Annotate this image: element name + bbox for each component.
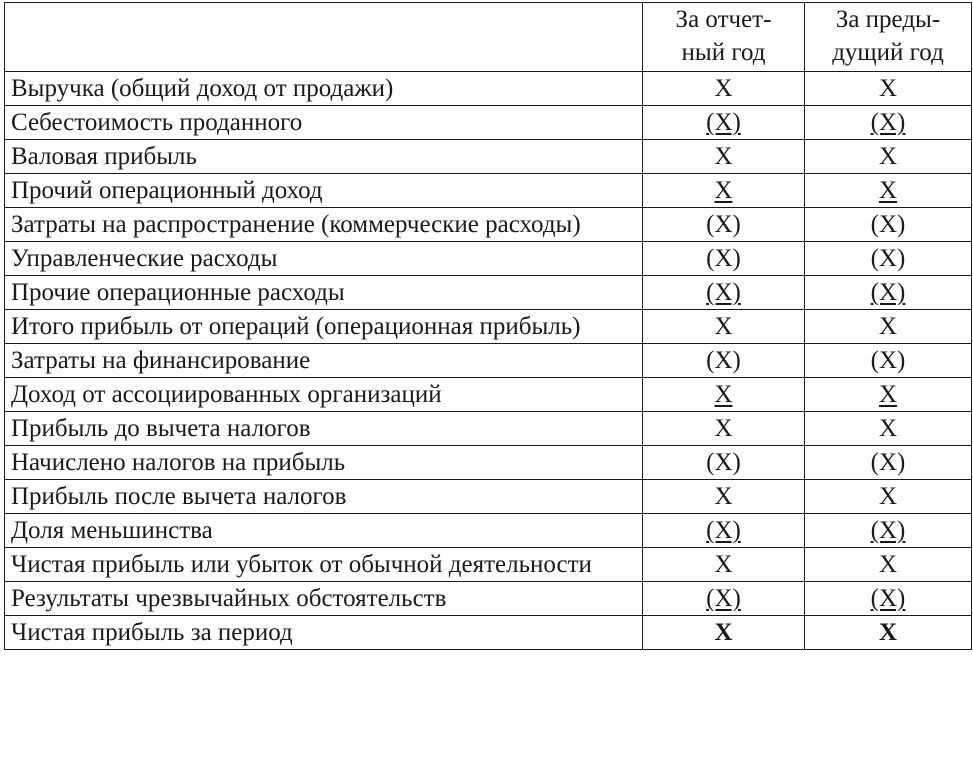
row-label: Затраты на распространение (коммерческие расходы) [5, 208, 643, 242]
row-value-current [643, 208, 805, 242]
row-value-previous [805, 582, 972, 616]
table-row [5, 174, 972, 208]
value-text: X [714, 483, 733, 510]
row-value-previous [805, 208, 972, 242]
table-header [5, 3, 972, 72]
table-row [5, 514, 972, 548]
row-value-previous [805, 106, 972, 140]
header-item [5, 3, 643, 72]
value-text: X [878, 551, 898, 578]
table-row [5, 276, 972, 310]
row-value-current [643, 480, 805, 514]
row-label: Прибыль до вычета налогов [5, 412, 643, 446]
header-current-line-2: ный год [681, 39, 766, 66]
table-row [5, 412, 972, 446]
row-value-previous [805, 548, 972, 582]
income-statement-table [4, 2, 972, 650]
row-value-current [643, 616, 805, 650]
header-current-period [643, 3, 805, 72]
row-value-current [643, 344, 805, 378]
value-text: X [878, 415, 898, 442]
value-text: X [714, 619, 733, 646]
row-label: Итого прибыль от операций (операционная прибыль) [5, 310, 643, 344]
row-value-previous [805, 514, 972, 548]
row-value-current [643, 140, 805, 174]
row-label: Чистая прибыль за период [5, 616, 643, 650]
row-value-previous [805, 344, 972, 378]
header-current-line-1: За отчет- [675, 6, 772, 33]
table-row [5, 480, 972, 514]
table-row [5, 140, 972, 174]
value-text: X [714, 143, 733, 170]
value-text: (X) [870, 109, 906, 136]
value-text: X [714, 177, 733, 204]
row-label: Себестоимость проданного [5, 106, 643, 140]
value-text: (X) [870, 585, 906, 612]
value-text: X [878, 143, 898, 170]
row-value-current [643, 72, 805, 106]
value-text: (X) [706, 517, 741, 544]
row-value-current [643, 378, 805, 412]
row-value-previous [805, 276, 972, 310]
header-previous-line-1: За преды- [835, 6, 941, 33]
value-text: X [878, 619, 898, 646]
row-value-previous [805, 412, 972, 446]
row-value-current [643, 106, 805, 140]
row-value-current [643, 582, 805, 616]
row-value-previous [805, 378, 972, 412]
row-value-current [643, 446, 805, 480]
row-value-current [643, 548, 805, 582]
value-text: (X) [706, 279, 741, 306]
row-value-current [643, 276, 805, 310]
value-text: (X) [870, 245, 906, 272]
table-row [5, 616, 972, 650]
row-value-previous [805, 242, 972, 276]
value-text: X [878, 75, 898, 102]
value-text: (X) [870, 279, 906, 306]
row-label: Результаты чрезвычайных обстоятельств [5, 582, 643, 616]
row-label: Затраты на финансирование [5, 344, 643, 378]
table-row [5, 106, 972, 140]
row-label: Управленческие расходы [5, 242, 643, 276]
table-row [5, 446, 972, 480]
row-value-previous [805, 72, 972, 106]
row-value-previous [805, 174, 972, 208]
table-row [5, 548, 972, 582]
row-value-previous [805, 140, 972, 174]
value-text: (X) [870, 211, 906, 238]
table-row [5, 344, 972, 378]
value-text: X [878, 483, 898, 510]
value-text: (X) [706, 585, 741, 612]
row-label: Валовая прибыль [5, 140, 643, 174]
value-text: X [878, 177, 898, 204]
row-label: Выручка (общий доход от продажи) [5, 72, 643, 106]
table-row [5, 208, 972, 242]
row-label: Прибыль после вычета налогов [5, 480, 643, 514]
row-label: Прочий операционный доход [5, 174, 643, 208]
row-label: Чистая прибыль или убыток от обычной деятельности [5, 548, 643, 582]
value-text: (X) [870, 347, 906, 374]
row-value-current [643, 310, 805, 344]
value-text: (X) [706, 109, 741, 136]
row-value-current [643, 514, 805, 548]
table-body [5, 72, 972, 650]
value-text: (X) [706, 347, 741, 374]
row-value-previous [805, 616, 972, 650]
row-value-previous [805, 446, 972, 480]
value-text: X [714, 313, 733, 340]
row-label: Начислено налогов на прибыль [5, 446, 643, 480]
header-previous-period [805, 3, 972, 72]
value-text: (X) [706, 211, 741, 238]
row-label: Доход от ассоциированных организаций [5, 378, 643, 412]
row-value-previous [805, 480, 972, 514]
row-label: Доля меньшинства [5, 514, 643, 548]
value-text: X [714, 551, 733, 578]
row-value-current [643, 412, 805, 446]
row-value-previous [805, 310, 972, 344]
value-text: X [714, 75, 733, 102]
row-value-current [643, 242, 805, 276]
value-text: X [878, 313, 898, 340]
value-text: X [714, 415, 733, 442]
value-text: (X) [706, 245, 741, 272]
row-value-current [643, 174, 805, 208]
value-text: X [714, 381, 733, 408]
table-row [5, 378, 972, 412]
value-text: X [878, 381, 898, 408]
value-text: (X) [706, 449, 741, 476]
value-text: (X) [870, 449, 906, 476]
table-row [5, 310, 972, 344]
header-previous-line-2: дущий год [832, 39, 944, 66]
table-row [5, 72, 972, 106]
table-row [5, 582, 972, 616]
row-label: Прочие операционные расходы [5, 276, 643, 310]
value-text: (X) [870, 517, 906, 544]
table-row [5, 242, 972, 276]
